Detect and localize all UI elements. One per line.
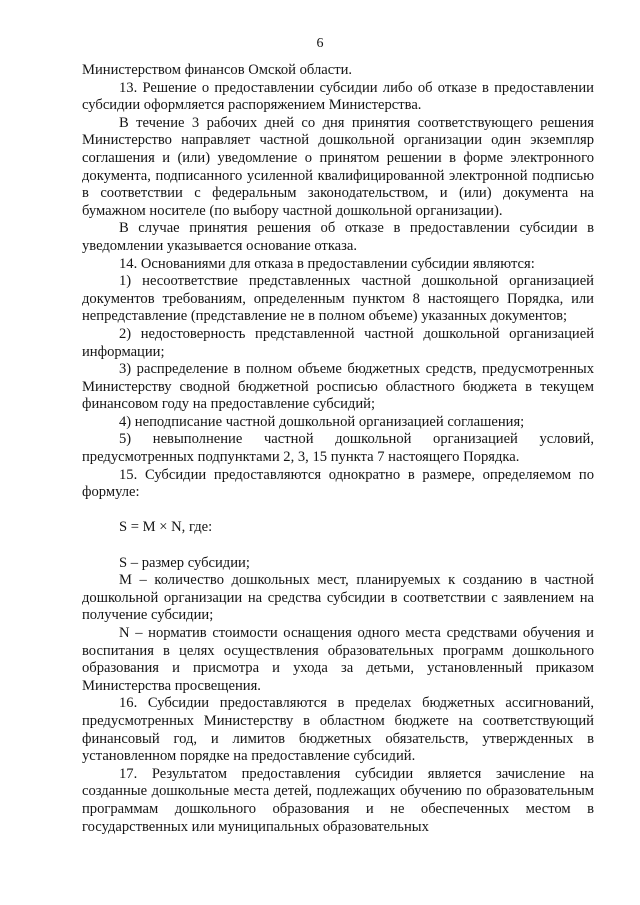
definition-n: N – норматив стоимости оснащения одного места средствами обучения и воспитания в целях осуществления образовательных программ дошкольного образования и присмотра и ухода за детьми, установленный приказом Министерства просвещения. (82, 625, 594, 694)
definition-s: S – размер субсидии; (119, 554, 250, 571)
paragraph-16: 16. Субсидии предоставляются в пределах бюджетных ассигнований, предусмотренных Министерству в областном бюджете на соответствующий финансовый год, и лимитов бюджетных обязательств, утвержденных в установленном порядке на предоставление субсидий. (82, 695, 594, 765)
paragraph-17: 17. Результатом предоставления субсидии является зачисление на созданные дошкольные места детей, подлежащих обучению по образовательным программам дошкольного образования и не обеспеченных местом в государственных или муниципальных образовательных (82, 765, 594, 835)
formula: S = M × N, где: (119, 519, 213, 536)
page-number: 6 (316, 36, 324, 51)
paragraph-continuation: Министерством финансов Омской области. (82, 62, 353, 78)
definition-m: M – количество дошкольных мест, планируемых к созданию в частной дошкольной организации на средства субсидии в соответствии с заявлением на получение субсидии; (82, 572, 594, 624)
paragraph-14-item-2: 2) недостоверность представленной частной дошкольной организацией информации; (82, 325, 594, 360)
paragraph-13: 13. Решение о предоставлении субсидии либо об отказе в предоставлении субсидии оформляется распоряжением Министерства. (82, 79, 594, 114)
document-body (82, 62, 594, 836)
paragraph-14-item-1: 1) несоответствие представленных частной дошкольной организацией документов требованиям, определенным пунктом 8 настоящего Порядка, или непредставление (представление не в полном объеме) указанных документов; (82, 273, 594, 325)
paragraph-13-refusal-basis: В случае принятия решения об отказе в предоставлении субсидии в уведомлении указывается основание отказа. (82, 220, 594, 254)
paragraph-14-item-4: 4) неподписание частной дошкольной организацией соглашения; (119, 413, 525, 430)
paragraph-14-item-5: 5) невыполнение частной дошкольной организацией условий, предусмотренных подпунктами 2, 3, 15 пункта 7 настоящего Порядка. (82, 431, 594, 466)
paragraph-15: 15. Субсидии предоставляются однократно в размере, определяемом по формуле: (82, 466, 594, 501)
paragraph-13-notification: В течение 3 рабочих дней со дня принятия соответствующего решения Министерство направляет частной дошкольной организации один экземпляр соглашения и (или) уведомление о принятом решении в форме электронного документа, подписанного усиленной квалифицированной электронной подписью в соответствии с федеральным законодательством, и (или) документа на бумажном носителе (по выбору частной дошкольной организации). (82, 114, 594, 219)
paragraph-14-item-3: 3) распределение в полном объеме бюджетных средств, предусмотренных Министерству сводной бюджетной росписью областного бюджета в текущем финансовом году на предоставление субсидий; (82, 361, 594, 413)
paragraph-14: 14. Основаниями для отказа в предоставлении субсидии являются: (119, 255, 535, 272)
